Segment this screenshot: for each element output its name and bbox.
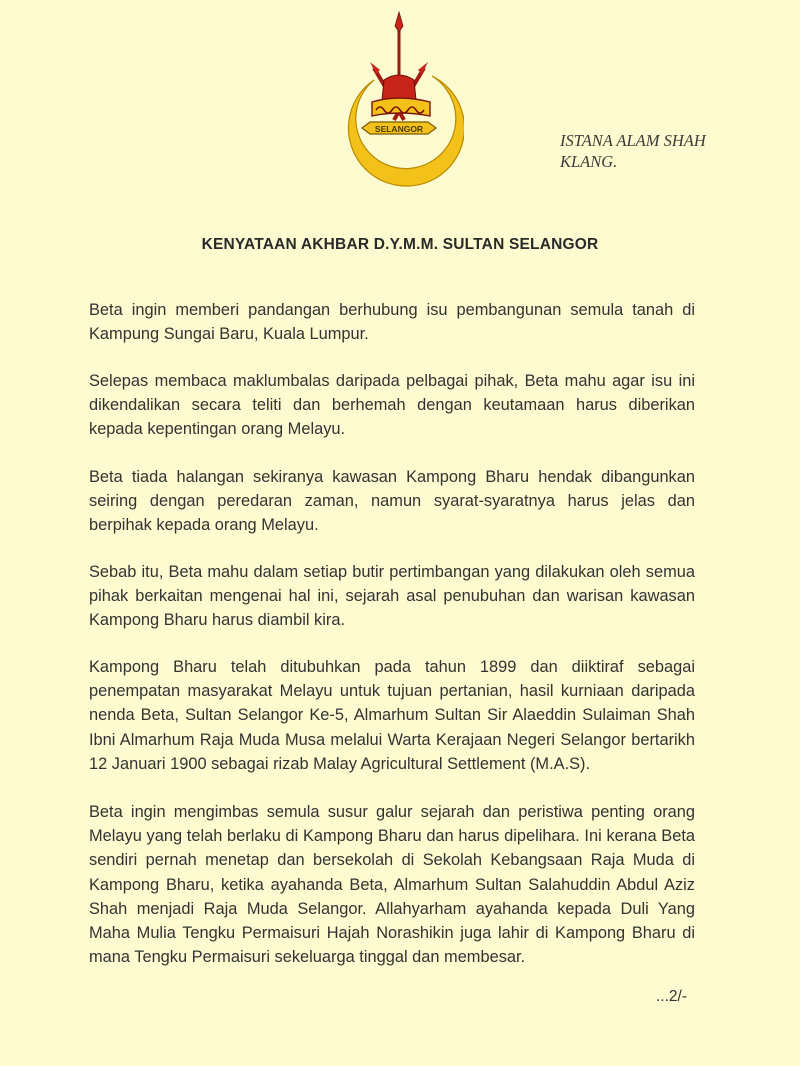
paragraph-2: Selepas membaca maklumbalas daripada pelbagai pihak, Beta mahu agar isu ini dikendalikan secara teliti dan berhemah dengan keutamaan harus diberikan kepada kepentingan orang Melayu. bbox=[89, 372, 695, 439]
paragraph-1: Beta ingin memberi pandangan berhubung isu pembangunan semula tanah di Kampung Sungai Baru, Kuala Lumpur. bbox=[89, 301, 695, 344]
paragraph-5: Kampong Bharu telah ditubuhkan pada tahun 1899 dan diiktiraf sebagai penempatan masyarakat Melayu untuk tujuan pertanian, hasil kurniaan daripada nenda Beta, Sultan Selangor Ke-5, Almarhum Sultan Sir Alaeddin Sulaiman Shah Ibni Almarhum Raja Muda Musa melalui Warta Kerajaan Negeri Selangor bertarikh 12 Januari 1900 sebagai rizab Malay Agricultural Settlement (M.A.S). bbox=[89, 658, 695, 773]
paragraph-6: Beta ingin mengimbas semula susur galur sejarah dan peristiwa penting orang Melayu yang telah berlaku di Kampong Bharu dan harus dipelihara. Ini kerana Beta sendiri pernah menetap dan bersekolah di Sekolah Kebangsaan Raja Muda di Kampong Bharu, ketika ayahanda Beta, Almarhum Sultan Salahuddin Abdul Aziz Shah menjadi Raja Muda Selangor. Allahyarham ayahanda kepada Duli Yang Maha Mulia Tengku Permaisuri Hajah Norashikin juga lahir di Kampong Bharu di mana Tengku Permaisuri sekeluarga tinggal dan membesar. bbox=[89, 803, 695, 967]
address-line-2: KLANG. bbox=[560, 152, 618, 171]
document-title: KENYATAAN AKHBAR D.Y.M.M. SULTAN SELANGOR bbox=[201, 236, 599, 253]
sender-address bbox=[560, 130, 706, 172]
paragraph-3: Beta tiada halangan sekiranya kawasan Kampong Bharu hendak dibangunkan seiring dengan peredaran zaman, namun syarat-syaratnya harus jelas dan berpihak kepada orang Melayu. bbox=[89, 468, 695, 535]
paragraph-4: Sebab itu, Beta mahu dalam setiap butir pertimbangan yang dilakukan oleh semua pihak berkaitan mengenai hal ini, sejarah asal penubuhan dan warisan kawasan Kampong Bharu harus diambil kira. bbox=[89, 563, 695, 630]
crest-banner-text: SELANGOR bbox=[374, 124, 424, 134]
address-line-1: ISTANA ALAM SHAH bbox=[560, 131, 706, 150]
crest-emblem-icon bbox=[334, 10, 464, 195]
selangor-crest bbox=[334, 10, 464, 195]
page-continuation-number: ...2/- bbox=[656, 988, 688, 1005]
